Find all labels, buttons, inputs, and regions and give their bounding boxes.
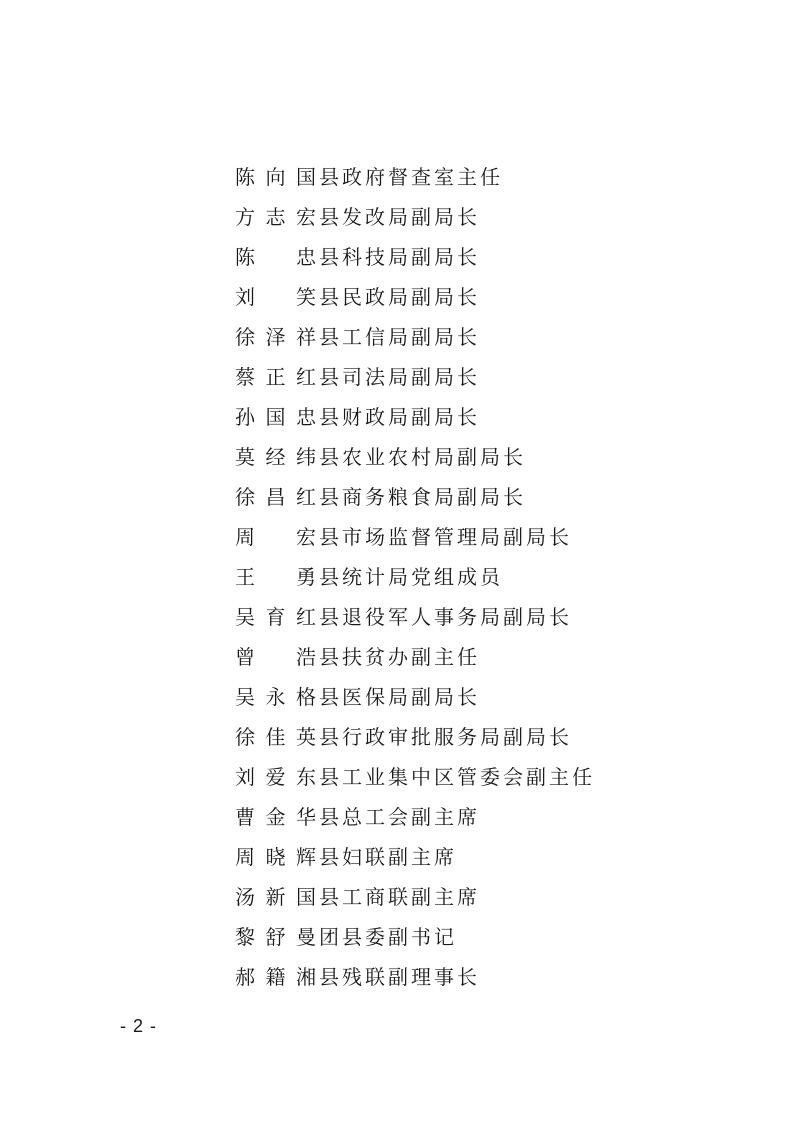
member-position: 县市场监督管理局副局长 [319,524,572,549]
member-name [235,921,319,950]
roster-row [235,875,655,915]
member-name-char: 湘 [296,964,319,989]
member-name-char: 国 [296,884,319,909]
member-name [235,481,319,510]
member-name [235,361,319,390]
member-name-char: 新 [265,884,289,909]
roster-row [235,915,655,955]
member-name-char: 陈 [235,164,258,189]
member-name-char: 育 [265,604,289,629]
member-name-char: 国 [265,404,289,429]
member-name-char: 向 [265,164,289,189]
member-name-char: 笑 [296,284,319,309]
member-name [235,761,319,790]
member-position: 县司法局副局长 [319,364,480,389]
member-position: 县农业农村局副局长 [319,444,526,469]
member-name [235,161,319,190]
page-number: - 2 - [120,1016,158,1036]
member-position: 县工业集中区管委会副主任 [319,764,595,789]
member-name [235,401,319,430]
member-name [235,321,319,350]
member-name-char: 红 [296,364,319,389]
member-name-char: 宏 [296,204,319,229]
roster-row [235,315,655,355]
member-name [235,641,319,670]
member-name [235,521,319,550]
member-position: 县发改局副局长 [319,204,480,229]
member-name [235,241,319,270]
member-name-char: 经 [265,444,289,469]
member-name-char: 佳 [265,724,289,749]
member-position: 县工商联副主席 [319,884,480,909]
roster-row [235,595,655,635]
member-name-char: 爱 [265,764,289,789]
member-name-char: 徐 [235,724,258,749]
member-name-char: 忠 [296,244,319,269]
member-name-char: 刘 [235,284,258,309]
member-name [235,961,319,990]
member-name-char: 周 [235,844,258,869]
member-name-char: 昌 [265,484,289,509]
member-position: 县商务粮食局副局长 [319,484,526,509]
roster-row [235,635,655,675]
roster-row [235,155,655,195]
roster-row [235,715,655,755]
member-name [235,801,319,830]
member-position: 县扶贫办副主任 [319,644,480,669]
roster-row [235,275,655,315]
member-name-char: 宏 [296,524,319,549]
member-position: 县退役军人事务局副局长 [319,604,572,629]
member-name-char: 格 [296,684,319,709]
member-position: 县统计局党组成员 [319,564,503,589]
member-position: 县行政审批服务局副局长 [319,724,572,749]
roster-row [235,195,655,235]
member-name-char: 吴 [235,604,258,629]
member-name [235,721,319,750]
member-position: 团县委副书记 [319,924,457,949]
member-name [235,281,319,310]
member-name [235,601,319,630]
member-name-char: 周 [235,524,258,549]
member-name-char: 汤 [235,884,258,909]
roster-row [235,435,655,475]
roster-row [235,755,655,795]
member-position: 县总工会副主席 [319,804,480,829]
member-name-char: 华 [296,804,319,829]
member-name [235,201,319,230]
member-name-char: 勇 [296,564,319,589]
member-name-char: 东 [296,764,319,789]
member-name-char: 志 [265,204,289,229]
member-name-char: 红 [296,604,319,629]
member-name-char: 陈 [235,244,258,269]
roster-row [235,475,655,515]
member-name-char: 祥 [296,324,319,349]
member-position: 县财政局副局长 [319,404,480,429]
roster-row [235,395,655,435]
member-name-char: 曹 [235,804,258,829]
member-name-char: 吴 [235,684,258,709]
member-name-char: 王 [235,564,258,589]
member-position: 县工信局副局长 [319,324,480,349]
member-position: 县政府督查室主任 [319,164,503,189]
member-name-char: 孙 [235,404,258,429]
roster-row [235,515,655,555]
member-name [235,681,319,710]
member-name-char: 浩 [296,644,319,669]
member-name [235,841,319,870]
member-name-char: 莫 [235,444,258,469]
roster-row [235,355,655,395]
member-position: 县医保局副局长 [319,684,480,709]
member-name-char: 黎 [235,924,258,949]
member-name-char: 金 [265,804,289,829]
roster-row [235,795,655,835]
member-name-char: 舒 [265,924,289,949]
member-name [235,881,319,910]
member-name-char: 纬 [296,444,319,469]
member-name-char: 国 [296,164,319,189]
roster-row [235,235,655,275]
member-name-char: 方 [235,204,258,229]
member-name-char: 徐 [235,324,258,349]
member-name-char: 徐 [235,484,258,509]
member-name-char: 忠 [296,404,319,429]
member-name-char: 曼 [296,924,319,949]
member-name-char: 英 [296,724,319,749]
member-name-char: 刘 [235,764,258,789]
member-name-char: 红 [296,484,319,509]
roster-row [235,555,655,595]
member-position: 县科技局副局长 [319,244,480,269]
member-name-char: 辉 [296,844,319,869]
member-name [235,561,319,590]
member-position: 县残联副理事长 [319,964,480,989]
member-name-char: 郝 [235,964,258,989]
member-name [235,441,319,470]
roster-row [235,675,655,715]
roster-row [235,835,655,875]
member-name-char: 晓 [265,844,289,869]
member-roster [235,155,655,995]
roster-row [235,955,655,995]
member-name-char: 曾 [235,644,258,669]
member-position: 县妇联副主席 [319,844,457,869]
member-name-char: 泽 [265,324,289,349]
member-position: 县民政局副局长 [319,284,480,309]
member-name-char: 永 [265,684,289,709]
member-name-char: 蔡 [235,364,258,389]
member-name-char: 正 [265,364,289,389]
member-name-char: 籍 [265,964,289,989]
